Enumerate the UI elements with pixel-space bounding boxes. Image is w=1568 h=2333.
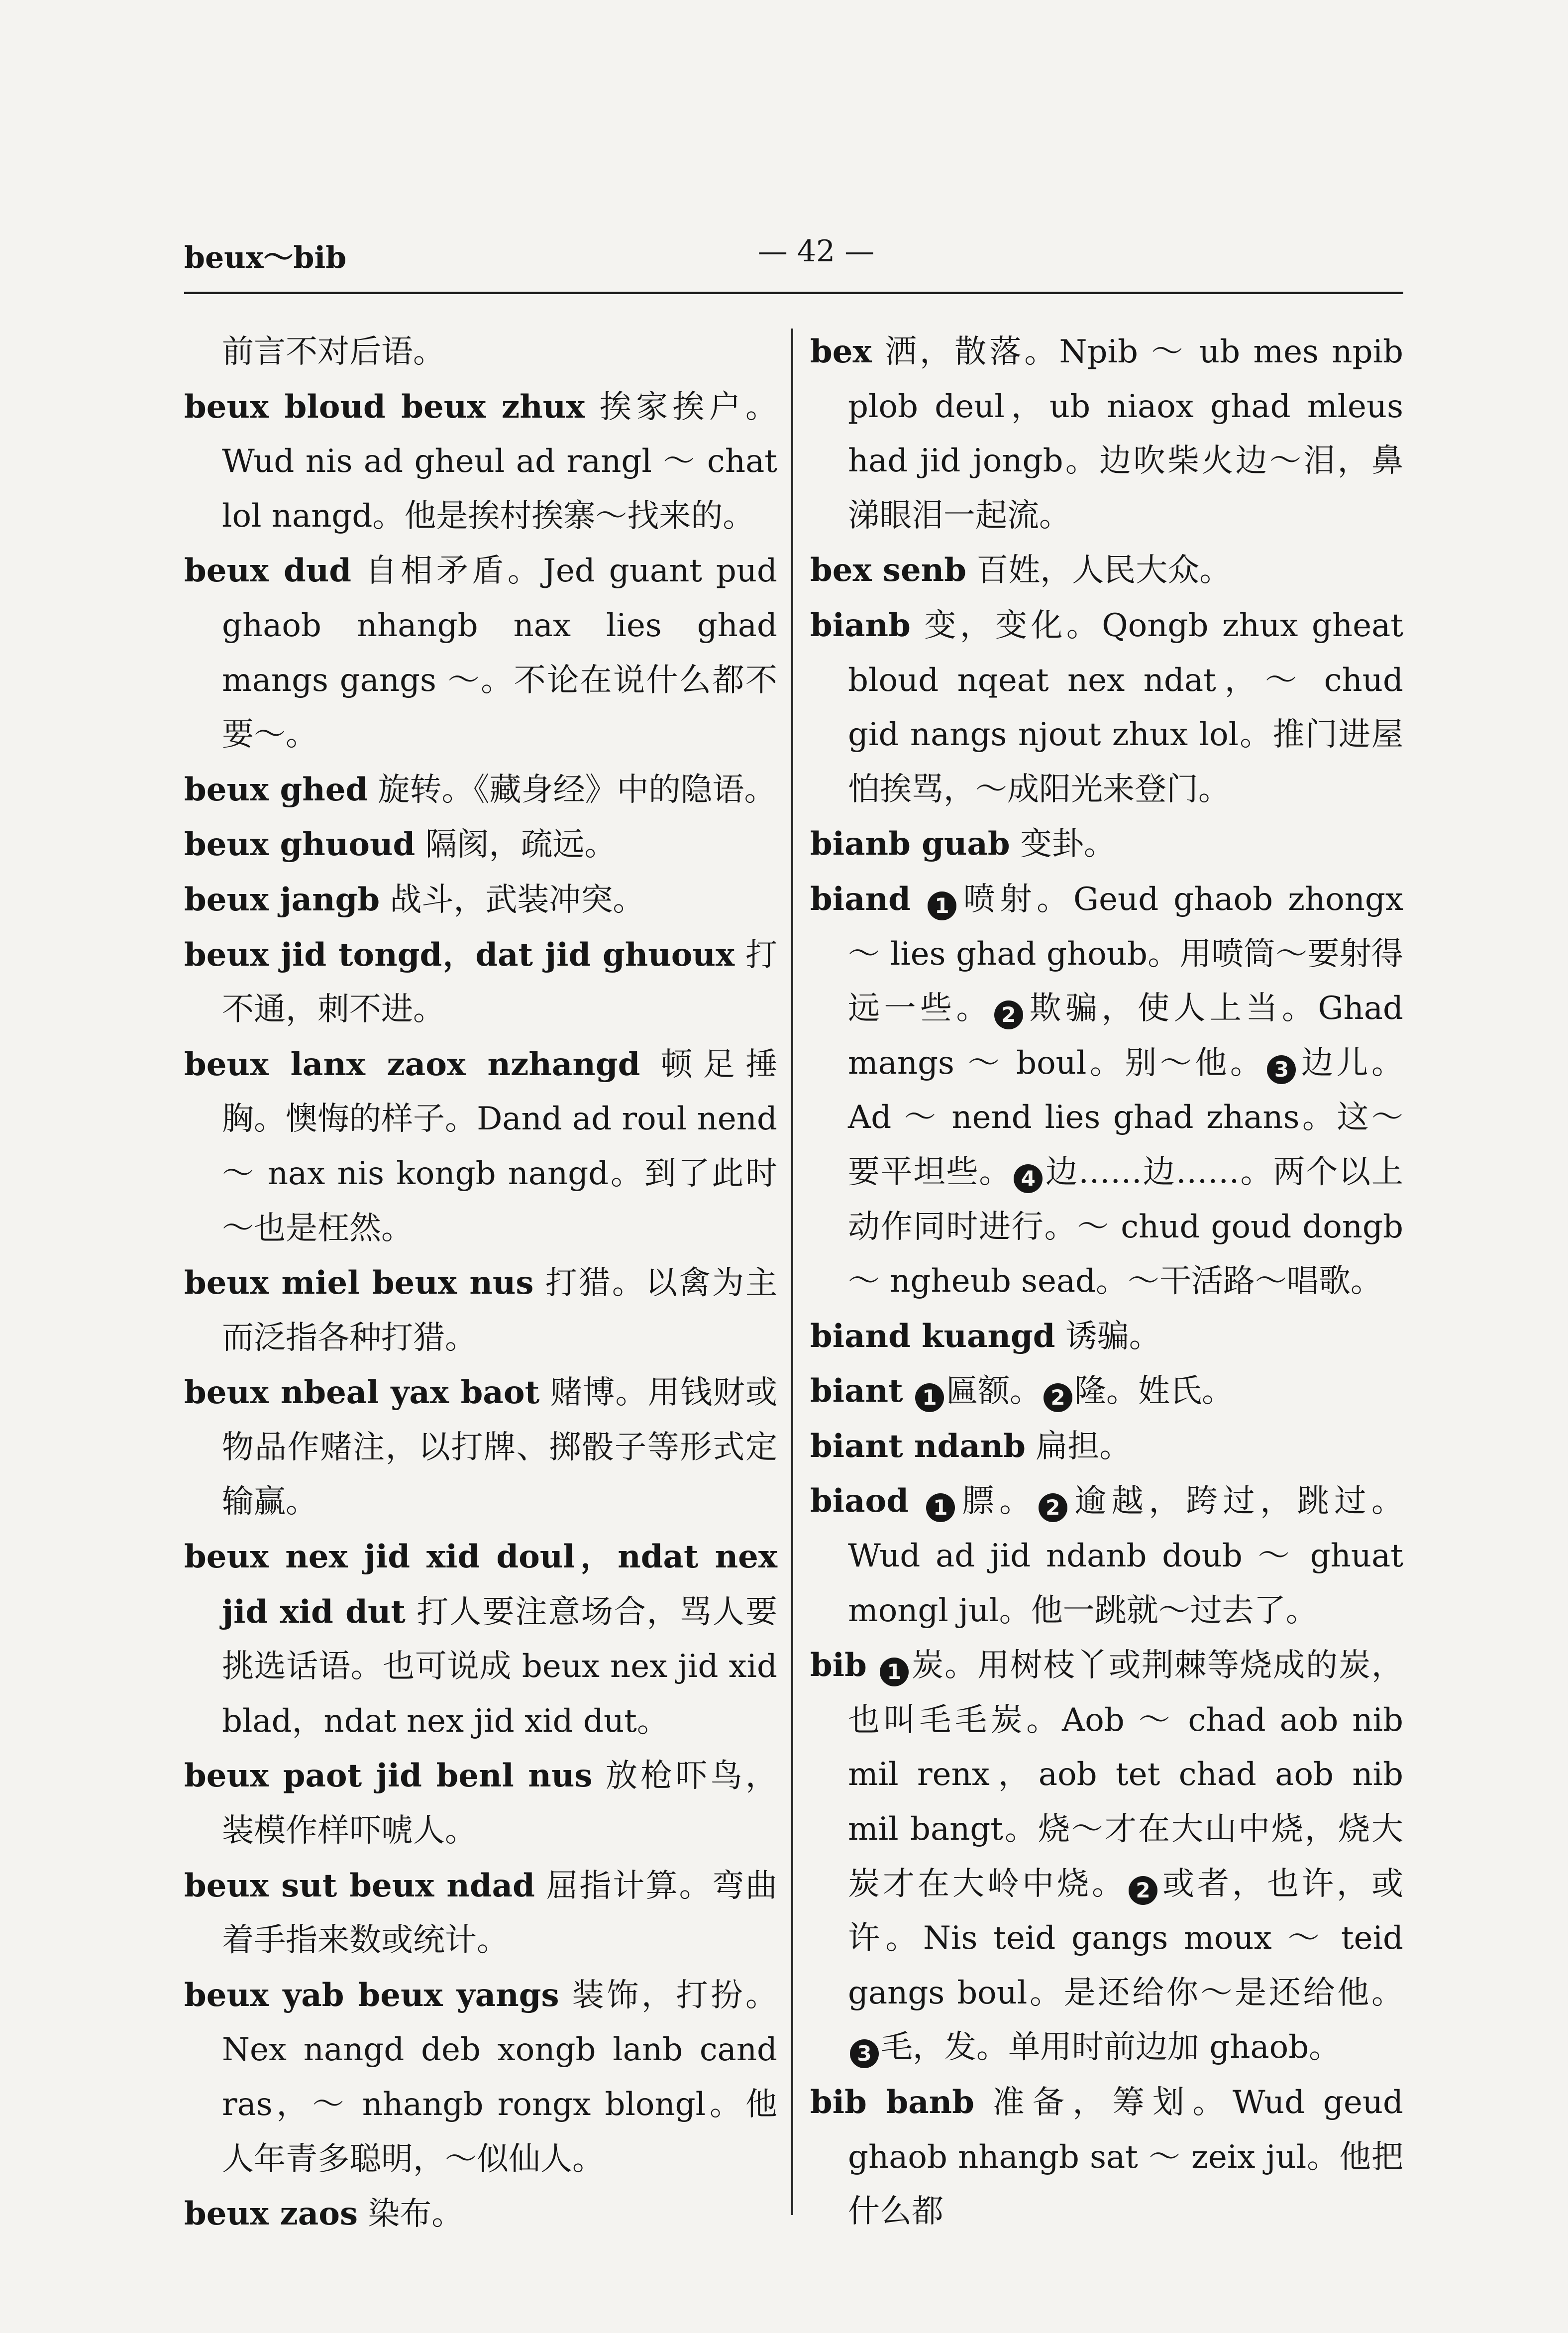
headword: bianb [810, 606, 911, 644]
entry [810, 817, 1403, 872]
definition: 变，变化。Qongb zhux gheat bloud nqeat nex ndat，～ chud gid nangs njout zhux lol。推门进屋怕挨骂，～成阳光来登门。 [848, 607, 1403, 808]
headword: beux sut beux ndad [184, 1867, 535, 1904]
headword: biand [810, 880, 911, 918]
headword: beux miel beux nus [184, 1264, 534, 1302]
definition: 1 喷射。Geud ghaob zhongx ～ lies ghad ghoub。用喷筒～要射得远一些。 2 欺骗，使人上当。Ghad mangs ～ boul。别～他。 3 边儿。Ad ～ nend lies ghad zhans。这～要平坦些。 4 边……边……。两个以上动作同时进行。～ chud goud dongb ～ ngheub sead。～干活路～唱歌。 [848, 881, 1404, 1300]
sense-number-1: 1 [915, 1383, 944, 1412]
entry [810, 1474, 1403, 1638]
entry [184, 1859, 777, 1968]
headword: beux lanx zaox nzhangd [184, 1045, 640, 1083]
definition: 前言不对后语。 [222, 333, 445, 370]
definition: 战斗，武装冲突。 [380, 881, 645, 918]
definition: 准备，筹划。Wud geud ghaob nhangb sat ～ zeix jul。他把什么都 [848, 2084, 1404, 2230]
headword: beux jid tongd，dat jid ghuoux [184, 936, 735, 974]
right-column [810, 325, 1403, 2239]
column-divider [791, 329, 793, 2215]
entry [810, 2075, 1403, 2239]
sense-number-3: 3 [1267, 1055, 1296, 1084]
definition: 1 炭。用树枝丫或荆棘等烧成的炭，也叫毛毛炭。Aob ～ chad aob nib mil renx，aob tet chad aob nib mil bangt。烧～才在大山中烧，烧大炭才在大岭中烧。 2 或者，也许，或许。Nis teid gangs moux ～ teid gangs boul。是还给你～是还给他。3 毛，发。单用时前边加 ghaob。 [848, 1647, 1403, 2066]
headword: bianb guab [810, 825, 1010, 863]
entry [810, 543, 1403, 598]
definition: 洒，散落。Npib ～ ub mes npib plob deul，ub niaox ghad mleus had jid jongb。边吹柴火边～泪，鼻涕眼泪一起流。 [848, 333, 1403, 534]
definition: 打人要注意场合，骂人要挑选话语。也可说成 beux nex jid xid blad，ndat nex jid xid dut。 [222, 1593, 777, 1740]
definition: 旋转。《藏身经》中的隐语。 [368, 771, 776, 808]
entry [810, 325, 1403, 543]
sense-number-2: 2 [994, 1000, 1023, 1029]
definition: 挨家挨户。Wud nis ad gheul ad rangl ～ chat lol nangd。他是挨村挨寨～找来的。 [222, 388, 778, 535]
headword: beux zaos [184, 2195, 358, 2233]
sense-number-1: 1 [926, 1493, 955, 1522]
definition: 百姓，人民大众。 [966, 552, 1232, 589]
definition: 打不通，刺不进。 [222, 936, 778, 1028]
headword: biant [810, 1372, 903, 1410]
sense-number-2: 2 [1129, 1876, 1157, 1905]
entry [810, 1309, 1403, 1364]
entry [810, 872, 1403, 1309]
definition: 扁担。 [1025, 1428, 1132, 1465]
entry [184, 2187, 777, 2242]
definition: 顿足捶胸。懊悔的样子。Dand ad roul nend ～ nax nis kongb nangd。到了此时～也是枉然。 [222, 1046, 777, 1247]
headword: beux nbeal yax baot [184, 1374, 540, 1412]
entry [810, 1638, 1403, 2075]
entry [184, 380, 777, 544]
definition: 打猎。以禽为主而泛指各种打猎。 [222, 1265, 778, 1356]
headword: beux jangb [184, 881, 380, 918]
entry [184, 763, 777, 818]
sense-number-4: 4 [1014, 1164, 1043, 1193]
definition: 1 匾额。 2 隆。姓氏。 [903, 1373, 1234, 1410]
entry [184, 1256, 777, 1365]
entry [184, 1530, 777, 1749]
headword: beux nex jid xid doul，ndat nex jid xid dut [184, 1538, 777, 1631]
headword: bib banb [810, 2084, 974, 2121]
entry [184, 325, 777, 380]
header-range: beux～bib [184, 240, 347, 275]
sense-number-1: 1 [928, 891, 956, 920]
left-column [184, 325, 777, 2242]
sense-number-2: 2 [1039, 1493, 1067, 1522]
entry [810, 1419, 1403, 1474]
headword: beux ghuoud [184, 826, 416, 864]
sense-number-3: 3 [850, 2039, 879, 2068]
sense-number-1: 1 [880, 1658, 909, 1686]
definition: 1 膘。 2 逾越，跨过，跳过。Wud ad jid ndanb doub ～ ghuat mongl jul。他一跳就～过去了。 [848, 1483, 1404, 1629]
entry [184, 1365, 777, 1530]
headword: beux bloud beux zhux [184, 388, 585, 426]
entry [184, 544, 777, 762]
headword: beux paot jid benl nus [184, 1757, 593, 1795]
definition: 装饰，打扮。Nex nangd deb xongb lanb cand ras，～ nhangb rongx blongl。他人年青多聪明，～似仙人。 [222, 1977, 778, 2178]
definition: 变卦。 [1010, 826, 1116, 863]
definition: 屈指计算。弯曲着手指来数或统计。 [222, 1867, 777, 1959]
entry [184, 873, 777, 928]
entry [810, 598, 1403, 817]
headword: biant ndanb [810, 1427, 1026, 1465]
entry [810, 1364, 1403, 1419]
entry [184, 817, 777, 873]
headword: beux ghed [184, 771, 368, 808]
entry [184, 928, 777, 1037]
definition: 隔阂，疏远。 [415, 826, 617, 864]
entry [184, 1968, 777, 2187]
headword: bex [810, 333, 872, 370]
headword: beux yab beux yangs [184, 1976, 559, 2014]
page-number: — 42 — [757, 234, 875, 269]
header-rule [184, 292, 1403, 294]
definition: 诱骗。 [1055, 1318, 1161, 1355]
definition: 放枪吓鸟，装模作样吓唬人。 [222, 1758, 778, 1850]
headword: biand kuangd [810, 1317, 1055, 1355]
definition: 赌博。用钱财或物品作赌注，以打牌、掷骰子等形式定输赢。 [222, 1374, 777, 1521]
headword: biaod [810, 1482, 909, 1520]
definition: 染布。 [357, 2196, 464, 2233]
headword: beux dud [184, 552, 351, 590]
entry [184, 1749, 777, 1858]
entry [184, 1037, 777, 1256]
definition: 自相矛盾。Jed guant pud ghaob nhangb nax lies ghad mangs gangs ～。不论在说什么都不要～。 [222, 553, 778, 754]
headword: bex senb [810, 552, 966, 589]
headword: bib [810, 1647, 867, 1684]
sense-number-2: 2 [1044, 1383, 1072, 1412]
running-header [184, 234, 1403, 279]
